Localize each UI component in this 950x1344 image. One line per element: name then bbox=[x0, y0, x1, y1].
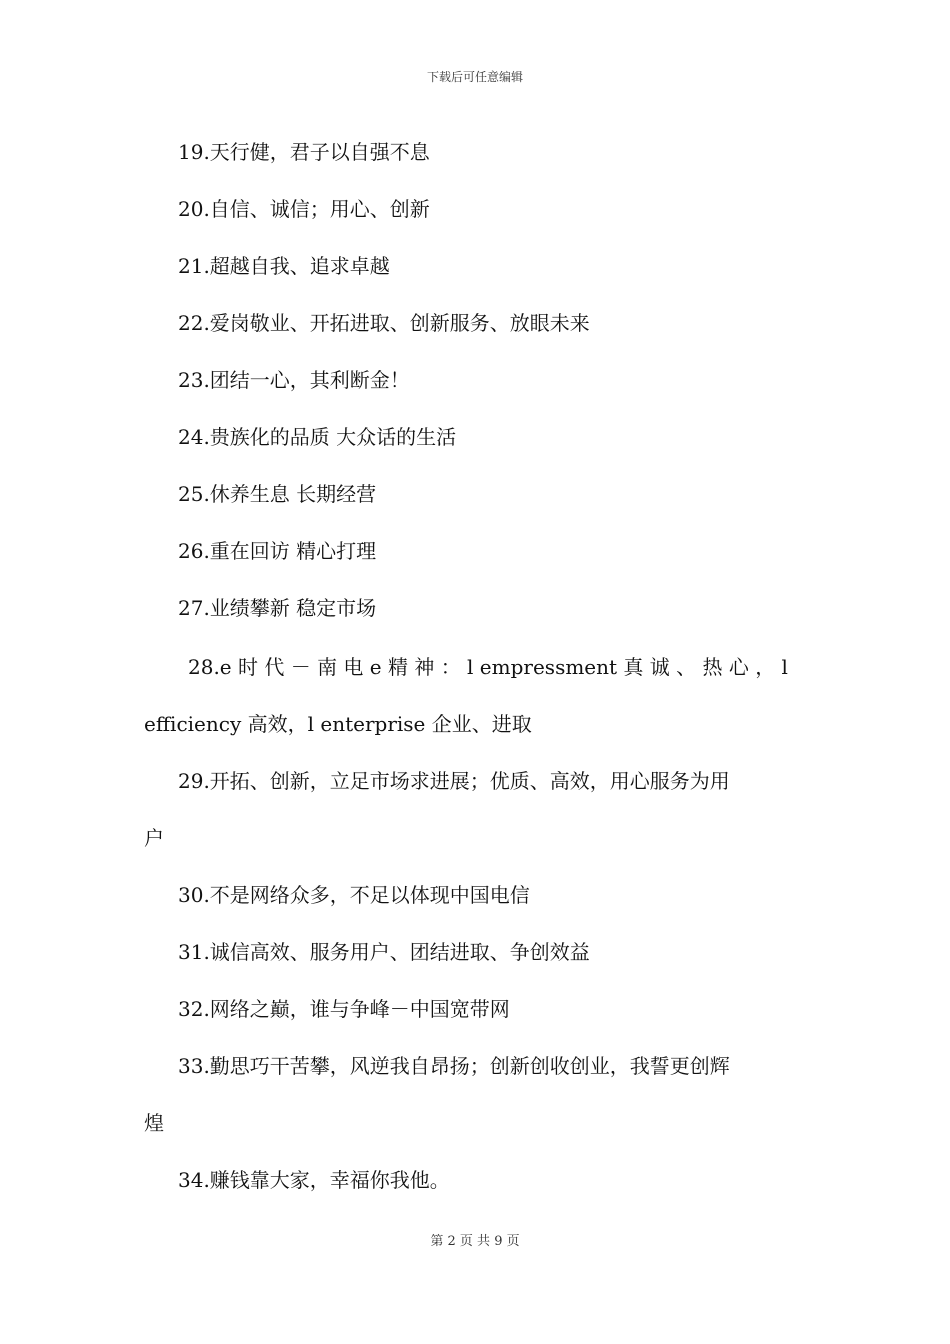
slogan-line-29: 29.开拓、创新，立足市场求进展；优质、高效，用心服务为用 bbox=[178, 769, 730, 793]
slogan-line-23: 23.团结一心，其利断金！ bbox=[178, 368, 410, 392]
slogan-line-25: 25.休养生息 长期经营 bbox=[178, 482, 377, 506]
slogan-line-21: 21.超越自我、追求卓越 bbox=[178, 254, 390, 278]
slogan-line-26: 26.重在回访 精心打理 bbox=[178, 539, 377, 563]
slogan-line-28: 28.e 时 代 － 南 电 e 精 神 ： l empressment 真 诚 、 热 心 ， l bbox=[188, 655, 788, 679]
slogan-line-24: 24.贵族化的品质 大众话的生活 bbox=[178, 425, 457, 449]
page-header: 下载后可任意编辑 bbox=[426, 70, 523, 84]
slogan-line-33: 33.勤思巧干苦攀，风逆我自昂扬；创新创收创业，我誓更创辉 bbox=[178, 1054, 730, 1078]
slogan-line-32: 32.网络之巅，谁与争峰－中国宽带网 bbox=[178, 997, 510, 1021]
page-footer: 第 2 页 共 9 页 bbox=[430, 1234, 520, 1249]
slogan-line-29-continued: 户 bbox=[144, 826, 164, 850]
slogan-line-22: 22.爱岗敬业、开拓进取、创新服务、放眼未来 bbox=[178, 311, 590, 335]
slogan-line-28-continued: efficiency 高效，l enterprise 企业、进取 bbox=[144, 712, 532, 736]
slogan-line-19: 19.天行健，君子以自强不息 bbox=[178, 140, 430, 164]
slogan-line-34: 34.赚钱靠大家，幸福你我他。 bbox=[178, 1168, 450, 1192]
slogan-line-31: 31.诚信高效、服务用户、团结进取、争创效益 bbox=[178, 940, 590, 964]
slogan-line-30: 30.不是网络众多，不足以体现中国电信 bbox=[178, 883, 530, 907]
slogan-line-20: 20.自信、诚信；用心、创新 bbox=[178, 197, 430, 221]
slogan-line-33-continued: 煌 bbox=[144, 1111, 164, 1135]
slogan-line-27: 27.业绩攀新 稳定市场 bbox=[178, 596, 377, 620]
